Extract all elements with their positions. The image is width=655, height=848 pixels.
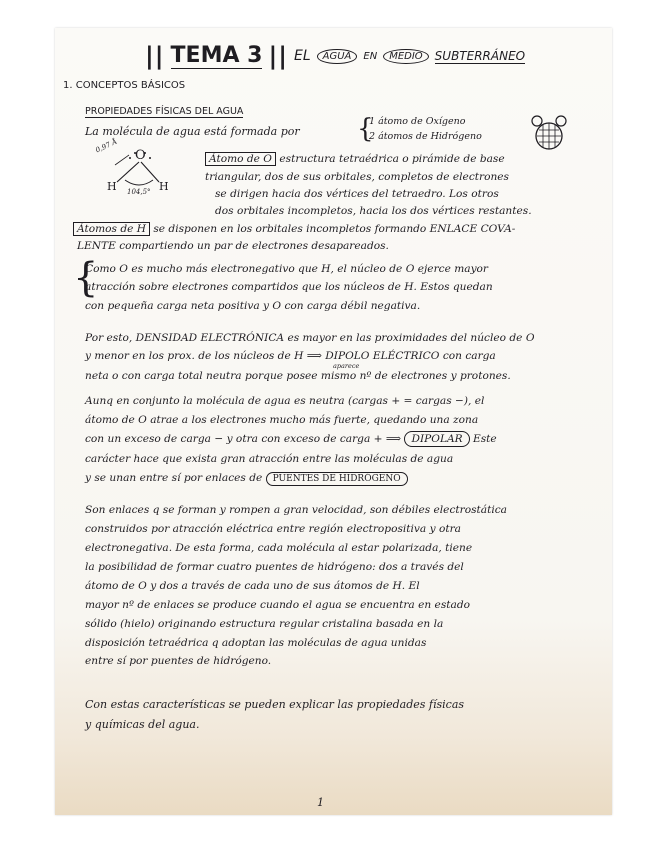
text-line-17-body: y se unan entre sí por enlaces de	[85, 472, 263, 484]
text-line-15	[85, 433, 497, 445]
text-line-2: triangular, dos de sus orbitales, completos de electrones	[205, 171, 509, 183]
text-line-8: atracción sobre electrones compartidos que los núcleos de H. Estos quedan	[85, 281, 493, 293]
title-el: EL	[293, 48, 311, 64]
text-line-7: Como O es mucho más electronegativo que H, el núcleo de O ejerce mayor	[85, 263, 488, 275]
water-molecule-diagram	[94, 137, 185, 220]
subheading: PROPIEDADES FÍSICAS DEL AGUA	[85, 106, 244, 117]
hydrogen-count: 2 átomos de Hidrógeno	[369, 131, 482, 142]
atomo-o-box: Átomo de O	[205, 152, 276, 166]
text-line-26: entre sí por puentes de hidrógeno.	[85, 655, 272, 667]
text-line-23: mayor nº de enlaces se produce cuando el agua se encuentra en estado	[85, 599, 470, 611]
text-line-28: y químicas del agua.	[85, 718, 200, 731]
ball-icon	[529, 113, 569, 153]
title-en: EN	[363, 50, 378, 62]
title-bars-left: ||	[145, 42, 165, 70]
text-line-15-body: con un exceso de carga − y otra con exceso de carga +	[85, 433, 383, 445]
text-line-13: Aunq en conjunto la molécula de agua es neutra (cargas + = cargas −), el	[85, 395, 485, 407]
brace-symbol: {	[357, 114, 374, 144]
puentes-hidrogeno-box: PUENTES DE HIDRÓGENO	[266, 472, 408, 486]
page-number: 1	[317, 796, 324, 809]
text-line-21: la posibilidad de formar cuatro puentes de hidrógeno: dos a través del	[85, 561, 464, 573]
atomos-h-box: Átomos de H	[73, 222, 150, 236]
bond-angle: 104,5°	[127, 188, 151, 196]
title-subterraneo: SUBTERRÁNEO	[434, 48, 526, 63]
text-line-11a: y menor en los prox. de los núcleos de H	[85, 350, 304, 362]
text-line-4: dos orbitales incompletos, hacia los dos vértices restantes.	[215, 205, 532, 217]
text-line-3: se dirigen hacia dos vértices del tetraedro. Los otros	[215, 188, 499, 200]
bond-length: 0,97 Å	[94, 137, 119, 155]
text-line-14: átomo de O atrae a los electrones mucho más fuerte, quedando una zona	[85, 414, 479, 426]
molecule-intro: La molécula de agua está formada por	[85, 125, 300, 138]
text-line-12: neta o con carga total neutra porque posee mismo nº de electrones y protones.	[85, 370, 511, 382]
atom-h1: H	[107, 180, 117, 193]
oxygen-count: 1 átomo de Oxígeno	[369, 116, 466, 127]
mickey-ball-doodle	[529, 113, 565, 149]
text-line-18: Son enlaces q se forman y rompen a gran velocidad, son débiles electrostática	[85, 504, 507, 516]
text-line-6: LENTE compartiendo un par de electrones desapareados.	[77, 240, 389, 252]
atom-o: O	[135, 148, 146, 163]
text-line-5-body: se disponen en los orbitales incompletos formando ENLACE COVA-	[153, 223, 516, 235]
text-line-11	[85, 350, 496, 362]
text-line-9: con pequeña carga neta positiva y O con carga débil negativa.	[85, 300, 421, 312]
text-line-24: sólido (hielo) originando estructura regular cristalina basada en la	[85, 618, 444, 630]
notebook-page	[55, 28, 612, 815]
text-line-11b: DIPOLO ELÉCTRICO con carga	[325, 350, 496, 362]
text-line-16: carácter hace que exista gran atracción entre las moléculas de agua	[85, 453, 454, 465]
dipolar-box: DIPOLAR	[404, 431, 469, 447]
text-line-10: Por esto, DENSIDAD ELECTRÓNICA es mayor en las proximidades del núcleo de O	[85, 332, 535, 344]
title-agua: AGUA	[317, 49, 358, 64]
atom-h2: H	[159, 180, 169, 193]
text-line-20: electronegativa. De esta forma, cada molécula al estar polarizada, tiene	[85, 542, 473, 554]
text-line-27: Con estas características se pueden explicar las propiedades físicas	[85, 698, 465, 711]
title-bars-right: ||	[268, 42, 288, 70]
text-line-1	[205, 153, 505, 165]
arrow-note: aparece	[333, 362, 360, 370]
arrow-icon: ⟹	[306, 350, 322, 362]
text-line-1-body: estructura tetraédrica o pirámide de base	[279, 153, 505, 165]
text-line-17	[85, 472, 408, 484]
text-line-25: disposición tetraédrica q adoptan las moléculas de agua unidas	[85, 637, 427, 649]
text-line-19: construidos por atracción eléctrica entre región electropositiva y otra	[85, 523, 461, 535]
page-title	[145, 42, 525, 70]
text-line-5	[73, 223, 515, 235]
title-medio: MEDIO	[383, 49, 428, 64]
text-line-15-end: Este	[473, 433, 497, 445]
arrow-icon-2: ⟹	[385, 433, 402, 445]
title-tema: TEMA 3	[170, 43, 263, 68]
section-heading: 1. CONCEPTOS BÁSICOS	[63, 80, 186, 91]
left-brace: {	[73, 255, 99, 301]
text-line-22: átomo de O y dos a través de cada uno de sus átomos de H. El	[85, 580, 420, 592]
